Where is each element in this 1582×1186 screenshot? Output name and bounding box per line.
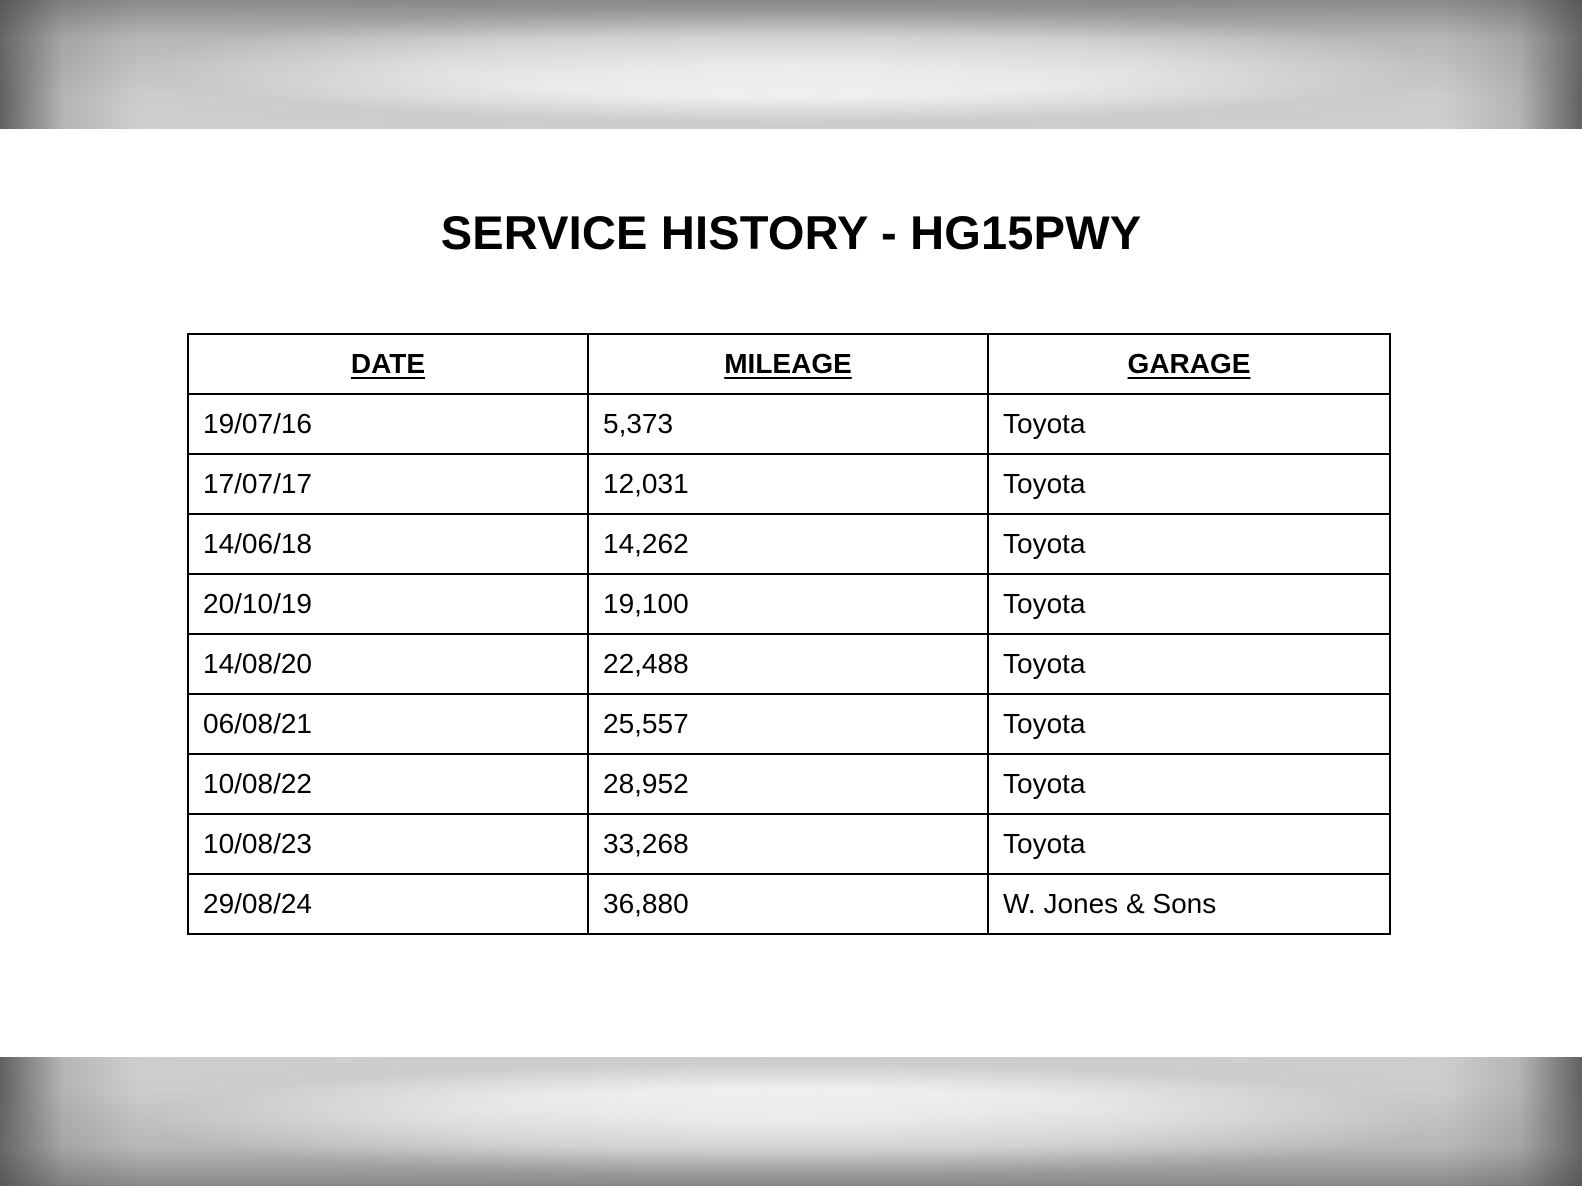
mileage-cell: 28,952 xyxy=(588,754,988,814)
date-cell: 14/08/20 xyxy=(188,634,588,694)
table-row xyxy=(188,634,1390,694)
vignette-edge-right xyxy=(1442,0,1582,129)
date-cell: 19/07/16 xyxy=(188,394,588,454)
column-header-garage: GARAGE xyxy=(988,334,1390,394)
garage-cell: Toyota xyxy=(988,694,1390,754)
garage-cell: W. Jones & Sons xyxy=(988,874,1390,934)
document-title: SERVICE HISTORY - HG15PWY xyxy=(440,206,1142,259)
vignette-edge-left xyxy=(0,1057,140,1186)
mileage-cell: 5,373 xyxy=(588,394,988,454)
document-sheet xyxy=(0,129,1582,1057)
table-row xyxy=(188,514,1390,574)
mileage-cell: 12,031 xyxy=(588,454,988,514)
garage-cell: Toyota xyxy=(988,814,1390,874)
garage-cell: Toyota xyxy=(988,574,1390,634)
mileage-cell: 14,262 xyxy=(588,514,988,574)
garage-cell: Toyota xyxy=(988,394,1390,454)
garage-cell: Toyota xyxy=(988,454,1390,514)
garage-cell: Toyota xyxy=(988,754,1390,814)
date-cell: 20/10/19 xyxy=(188,574,588,634)
garage-cell: Toyota xyxy=(988,514,1390,574)
date-cell: 10/08/23 xyxy=(188,814,588,874)
date-cell: 10/08/22 xyxy=(188,754,588,814)
mileage-cell: 25,557 xyxy=(588,694,988,754)
table-header-row xyxy=(188,334,1390,394)
table-row xyxy=(188,874,1390,934)
column-header-mileage: MILEAGE xyxy=(588,334,988,394)
table-row xyxy=(188,754,1390,814)
vignette-edge-right xyxy=(1442,1057,1582,1186)
mileage-cell: 22,488 xyxy=(588,634,988,694)
table-row xyxy=(188,574,1390,634)
table-row xyxy=(188,454,1390,514)
mileage-cell: 36,880 xyxy=(588,874,988,934)
mileage-cell: 19,100 xyxy=(588,574,988,634)
vignette-edge-left xyxy=(0,0,140,129)
date-cell: 14/06/18 xyxy=(188,514,588,574)
table-row xyxy=(188,814,1390,874)
table-row xyxy=(188,394,1390,454)
top-vignette-band xyxy=(0,0,1582,129)
column-header-date: DATE xyxy=(188,334,588,394)
date-cell: 29/08/24 xyxy=(188,874,588,934)
garage-cell: Toyota xyxy=(988,634,1390,694)
service-history-table xyxy=(187,333,1391,935)
mileage-cell: 33,268 xyxy=(588,814,988,874)
date-cell: 17/07/17 xyxy=(188,454,588,514)
date-cell: 06/08/21 xyxy=(188,694,588,754)
table-row xyxy=(188,694,1390,754)
bottom-vignette-band xyxy=(0,1057,1582,1186)
